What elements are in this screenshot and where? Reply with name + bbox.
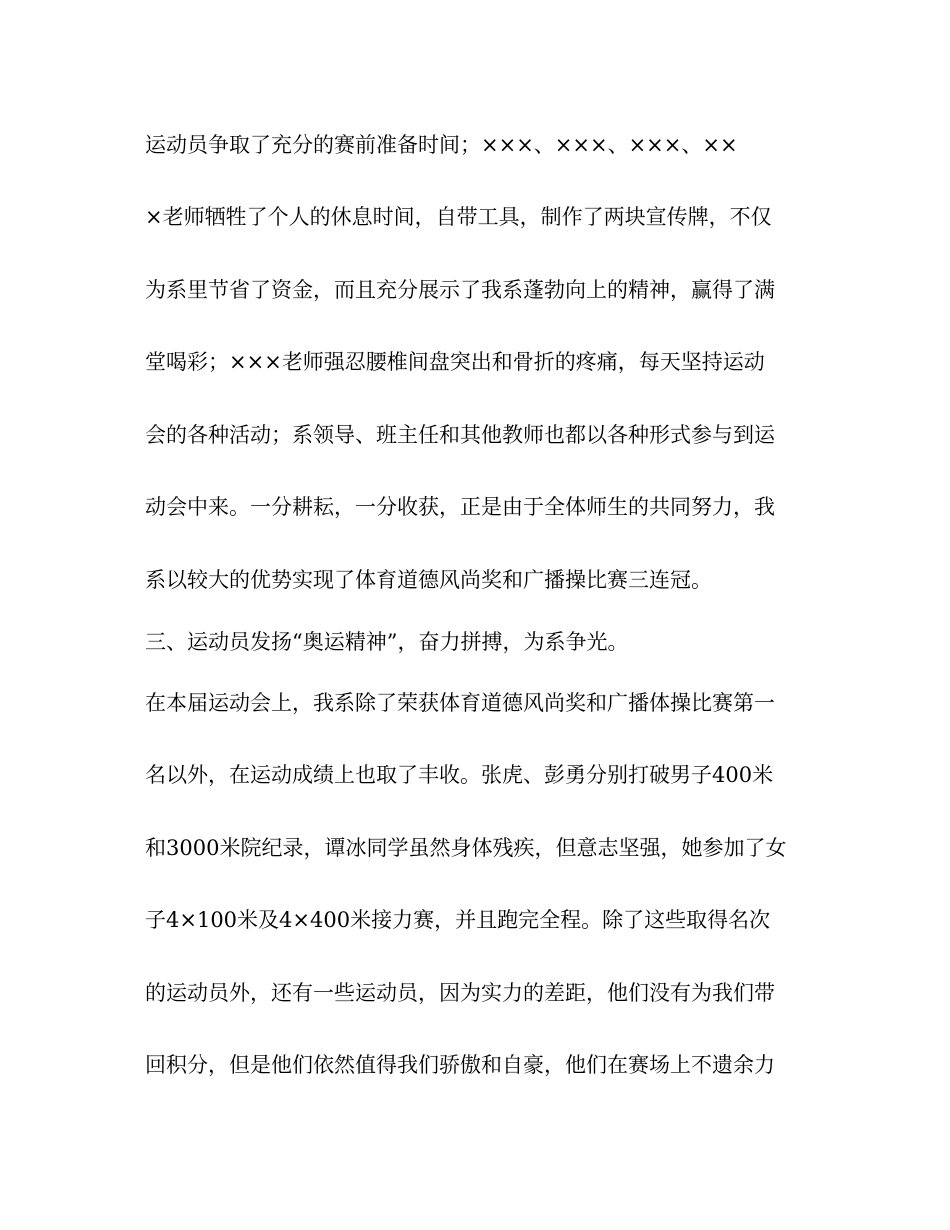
paragraph-line: 系以较大的优势实现了体育道德风尚奖和广播操比赛三连冠。: [145, 568, 712, 592]
paragraph-line: 的运动员外，还有一些运动员，因为实力的差距，他们没有为我们带: [145, 981, 775, 1005]
paragraph-line: 回积分，但是他们依然值得我们骄傲和自豪，他们在赛场上不遗余力: [145, 1053, 775, 1077]
paragraph-line: 堂喝彩；×××老师强忍腰椎间盘突出和骨折的疼痛，每天坚持运动: [145, 350, 765, 374]
paragraph-line: ×老师牺牲了个人的休息时间，自带工具，制作了两块宣传牌，不仅: [145, 205, 772, 229]
section-heading: 三、运动员发扬“奥运精神”，奋力拼搏，为系争光。: [145, 630, 629, 654]
paragraph-line: 名以外，在运动成绩上也取了丰收。张虎、彭勇分别打破男子400米: [145, 763, 774, 787]
paragraph-line: 和3000米院纪录，谭冰同学虽然身体残疾，但意志坚强，她参加了女: [145, 836, 787, 860]
paragraph-line: 动会中来。一分耕耘，一分收获，正是由于全体师生的共同努力，我: [145, 495, 775, 519]
paragraph-line: 为系里节省了资金，而且充分展示了我系蓬勃向上的精神，赢得了满: [145, 278, 775, 302]
paragraph-line: 子4×100米及4×400米接力赛，并且跑完全程。除了这些取得名次: [145, 908, 771, 932]
paragraph-line: 运动员争取了充分的赛前准备时间；×××、×××、×××、××: [145, 133, 738, 157]
paragraph-line: 会的各种活动；系领导、班主任和其他教师也都以各种形式参与到运: [145, 423, 775, 447]
paragraph-line: 在本届运动会上，我系除了荣获体育道德风尚奖和广播体操比赛第一: [145, 691, 775, 715]
